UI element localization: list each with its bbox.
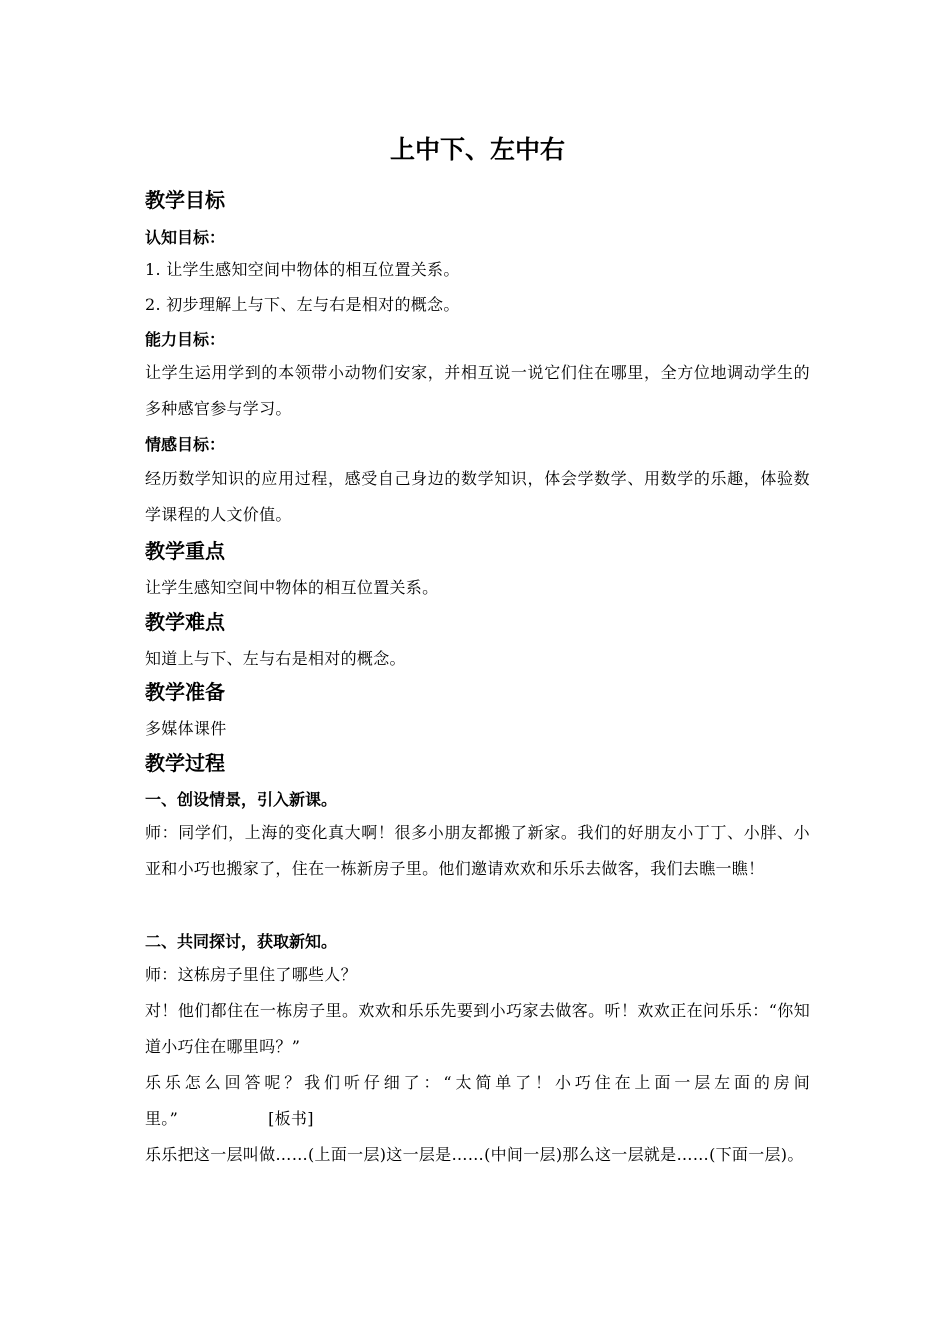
cognitive-item-2: 2. 初步理解上与下、左与右是相对的概念。 <box>145 295 460 314</box>
step-2-paragraph-2: 对！他们都住在一栋房子里。欢欢和乐乐先要到小巧家去做客。听！欢欢正在问乐乐：“你知道小巧住在哪里吗？” <box>145 1001 810 1056</box>
step-2-paragraph-4: 乐乐把这一层叫做……(上面一层)这一层是……(中间一层)那么这一层就是……(下面一层)。 <box>145 1145 804 1164</box>
step-2-paragraph-3 <box>145 1065 810 1137</box>
document-title: 上中下、左中右 <box>389 135 565 164</box>
heading-objectives: 教学目标 <box>145 188 225 212</box>
preparation-text: 多媒体课件 <box>145 719 227 738</box>
label-step-1: 一、创设情景，引入新课。 <box>145 790 338 809</box>
step-2-paragraph-3-text: 乐乐怎么回答呢？我们听仔细了：“太简单了！小巧住在上面一层左面的房间里。” <box>145 1073 810 1128</box>
heading-key-point: 教学重点 <box>145 539 225 563</box>
difficulty-text: 知道上与下、左与右是相对的概念。 <box>145 649 406 668</box>
emotion-objective-text: 经历数学知识的应用过程，感受自己身边的数学知识，体会学数学、用数学的乐趣，体验数学课程的人文价值。 <box>145 469 810 524</box>
label-ability-objective: 能力目标： <box>145 330 226 349</box>
heading-difficulty: 教学难点 <box>145 610 225 634</box>
cognitive-item-1: 1. 让学生感知空间中物体的相互位置关系。 <box>145 260 460 279</box>
step-1-text: 师：同学们，上海的变化真大啊！很多小朋友都搬了新家。我们的好朋友小丁丁、小胖、小亚和小巧也搬家了，住在一栋新房子里。他们邀请欢欢和乐乐去做客，我们去瞧一瞧！ <box>145 823 810 878</box>
label-step-2: 二、共同探讨，获取新知。 <box>145 932 338 951</box>
ability-objective-text: 让学生运用学到的本领带小动物们安家，并相互说一说它们住在哪里，全方位地调动学生的多种感官参与学习。 <box>145 363 810 418</box>
blackboard-note: [板书] <box>268 1109 314 1128</box>
key-point-text: 让学生感知空间中物体的相互位置关系。 <box>145 578 439 597</box>
label-emotion-objective: 情感目标： <box>145 435 226 454</box>
heading-preparation: 教学准备 <box>145 680 225 704</box>
step-2-paragraph-1: 师：这栋房子里住了哪些人？ <box>145 965 357 984</box>
label-cognitive-objective: 认知目标： <box>145 228 226 247</box>
heading-process: 教学过程 <box>145 751 225 775</box>
